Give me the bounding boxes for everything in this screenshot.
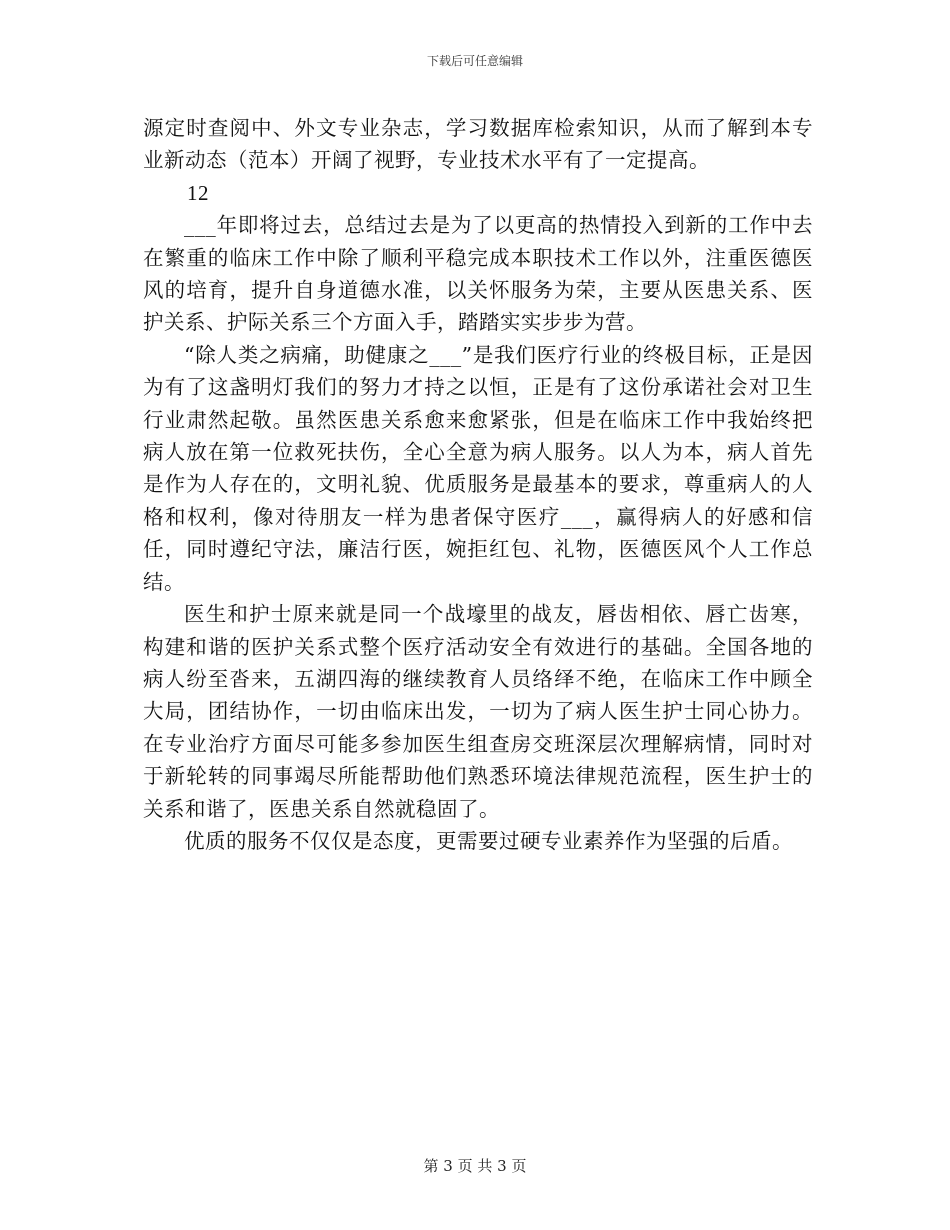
- paragraph: 优质的服务不仅仅是态度，更需要过硬专业素养作为坚强的后盾。: [184, 828, 793, 853]
- paragraph: 医生和护士原来就是同一个战壕里的战友，唇齿相依、唇亡齿寒，构建和谐的医护关系式整个医疗活动安全有效进行的基础。全国各地的病人纷至沓来，五湖四海的继续教育人员络绎不绝，在临床工作中顾全大局，团结协作，一切由临床出发，一切为了病人医生护士同心协力。在专业治疗方面尽可能多参加医生组查房交班深层次理解病情，同时对于新轮转的同事竭尽所能帮助他们熟悉环境法律规范流程，医生护士的关系和谐了，医患关系自然就稳固了。: [143, 602, 813, 821]
- section-number: 12: [187, 180, 209, 205]
- paragraph: “除人类之病痛，助健康之___”是我们医疗行业的终极目标，正是因为有了这盏明灯我们的努力才持之以恒，正是有了这份承诺社会对卫生行业肃然起敬。虽然医患关系愈来愈紧张，但是在临床工作中我始终把病人放在第一位救死扶伤，全心全意为病人服务。以人为本，病人首先是作为人存在的，文明礼貌、优质服务是最基本的要求，尊重病人的人格和权利，像对待朋友一样为患者保守医疗___，赢得病人的好感和信任，同时遵纪守法，廉洁行医，婉拒红包、礼物，医德医风个人工作总结。: [143, 342, 813, 594]
- paragraph-continuation: 源定时查阅中、外文专业杂志，学习数据库检索知识，从而了解到本专业新动态（范本）开阔了视野，专业技术水平有了一定提高。: [143, 116, 813, 173]
- page-header: 下载后可任意编辑: [426, 54, 523, 68]
- page-number-footer: 第 3 页 共 3 页: [423, 1157, 527, 1175]
- paragraph: ___年即将过去，总结过去是为了以更高的热情投入到新的工作中去在繁重的临床工作中除了顺利平稳完成本职技术工作以外，注重医德医风的培育，提升自身道德水准，以关怀服务为荣，主要从医患关系、医护关系、护际关系三个方面入手，踏踏实实步步为营。: [143, 213, 813, 335]
- document-body: [143, 112, 813, 857]
